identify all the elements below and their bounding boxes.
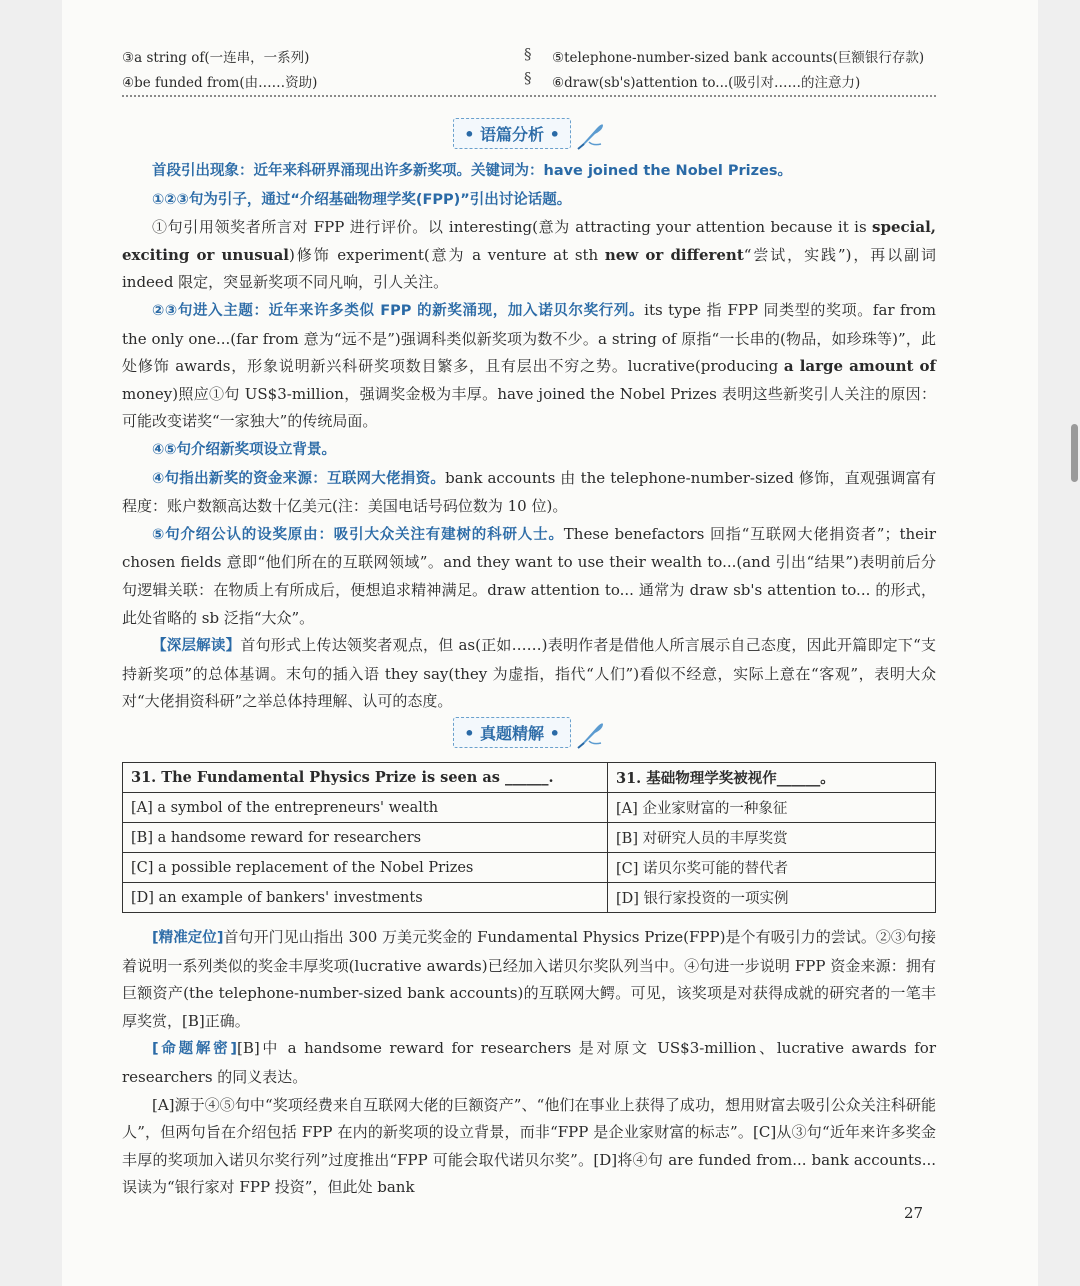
table-row — [123, 763, 936, 793]
quill-pen-icon — [575, 721, 605, 749]
analysis-sentence: “尝试，实践”)，再以副词 indeed 限定，突显新奖项不同凡响，引人关注。 — [122, 245, 937, 292]
analysis-sentence: ①句引用领奖者所言对 FPP 进行评价。 — [152, 218, 428, 237]
option-c-zh: [C] 诺贝尔奖可能的替代者 — [608, 853, 936, 883]
separator-icon: § — [524, 45, 532, 63]
table-row — [123, 823, 936, 853]
section-title-analysis: • 语篇分析 • — [122, 118, 936, 150]
table-row — [123, 853, 936, 883]
vocab-item: ⑥draw(sb's)attention to...(吸引对……的注意力) — [552, 75, 861, 91]
section-title-text: 语篇分析 — [479, 125, 544, 144]
option-b-zh: [B] 对研究人员的丰厚奖赏 — [608, 823, 936, 853]
question-stem-zh: 31. 基础物理学奖被视作______。 — [608, 763, 936, 793]
decoding-tag: [命题解密] — [152, 1041, 237, 1058]
explanation-text — [122, 924, 936, 1202]
option-b-en: [B] a handsome reward for researchers — [123, 823, 608, 853]
scrollbar-thumb[interactable] — [1071, 424, 1078, 482]
analysis-text — [122, 157, 936, 716]
section-title-questions: • 真题精解 • — [122, 717, 936, 749]
table-row — [123, 793, 936, 823]
question-stem-en: 31. The Fundamental Physics Prize is seen as ______. — [123, 763, 608, 793]
analysis-lead: ②③句进入主题：近年来许多类似 FPP 的新奖涌现，加入诺贝尔奖行列。 — [152, 302, 645, 319]
option-a-zh: [A] 企业家财富的一种象征 — [608, 793, 936, 823]
bold-phrase: a large amount of — [783, 357, 936, 376]
vocab-item: ⑤telephone-number-sized bank accounts(巨额银行存款) — [552, 50, 925, 66]
section-title-text: 真题精解 — [479, 724, 544, 743]
dotted-divider — [122, 95, 936, 97]
analysis-lead: 首段引出现象：近年来科研界涌现出许多新奖项。关键词为：have joined the Nobel Prizes。 — [152, 163, 793, 179]
analysis-lead: ①②③句为引子，通过“介绍基础物理学奖(FPP)”引出讨论话题。 — [152, 191, 572, 208]
page-number: 27 — [904, 1204, 924, 1222]
vocab-item: ③a string of(一连串，一系列) — [122, 50, 310, 66]
vocabulary-list — [122, 42, 936, 98]
precise-location-tag: [精准定位] — [152, 930, 224, 946]
analysis-sentence: 以 interesting(意为 attracting your attention because it is — [427, 218, 873, 237]
option-c-en: [C] a possible replacement of the Nobel Prizes — [123, 853, 608, 883]
explanation-sentence: [B]中 a handsome reward for researchers 是对原文 US$3-million、lucrative awards for researchers 的同义表达。 — [122, 1039, 936, 1086]
option-d-en: [D] an example of bankers' investments — [123, 883, 608, 913]
analysis-lead: ⑤句介绍公认的设奖原由：吸引大众关注有建树的科研人士。 — [152, 526, 564, 543]
bold-phrase: special, exciting or unusual — [122, 218, 936, 264]
analysis-sentence: its type 指 FPP 同类型的奖项。far from the only one...(far from 意为“远不是”)强调科类似新奖项为数不少。a string of 原指“一长串的(物品，如珍珠等)”，此处修饰 awards，形象说明新兴科研奖项数目繁多，且有层出不穷之势。lucrative(producing — [122, 300, 936, 376]
analysis-lead: ④⑤句介绍新奖项设立背景。 — [152, 441, 337, 458]
analysis-sentence: money)照应①句 US$3-million，强调奖金极为丰厚。have joined the Nobel Prizes 表明这些新奖引人关注的原因：可能改变诺奖“一家独大”的传统局面。 — [122, 384, 937, 431]
option-a-en: [A] a symbol of the entrepreneurs' wealth — [123, 793, 608, 823]
bold-phrase: new or different — [604, 245, 744, 264]
separator-icon: § — [524, 69, 532, 87]
quill-pen-icon — [575, 122, 605, 150]
deep-reading-tag: 【深层解读】 — [152, 638, 241, 655]
explanation-sentence: 首句开门见山指出 300 万美元奖金的 Fundamental Physics Prize(FPP)是个有吸引力的尝试。②③句接着说明一系列类似的奖金丰厚奖项(lucrative awards)已经加入诺贝尔奖队列当中。④句进一步说明 FPP 资金来源：拥有巨额资产(the telephone-number-sized bank accounts)的互联网大鳄。可见，该奖项是对获得成就的研究者的一笔丰厚奖赏，[B]正确。 — [122, 928, 936, 1030]
table-row — [123, 883, 936, 913]
analysis-lead: ④句指出新奖的资金来源：互联网大佬捐资。 — [152, 470, 446, 487]
question-table — [122, 762, 936, 913]
explanation-sentence: [A]源于④⑤句中“奖项经费来自互联网大佬的巨额资产”、“他们在事业上获得了成功，想用财富去吸引公众关注科研能人”，但两句旨在介绍包括 FPP 在内的新奖项的设立背景，而非“FPP 是企业家财富的标志”。[C]从③句“近年来许多奖金丰厚的奖项加入诺贝尔奖行列”过度推出“FPP 可能会取代诺贝尔奖”。[D]将④句 are funded from... bank accounts... 误读为“银行家对 FPP 投资”，但此处 bank — [122, 1095, 936, 1197]
option-d-zh: [D] 银行家投资的一项实例 — [608, 883, 936, 913]
analysis-sentence: bank accounts 由 the telephone-number-sized 修饰，直观强调富有程度：账户数额高达数十亿美元(注：美国电话号码位数为 10 位)。 — [122, 468, 936, 516]
analysis-sentence: )修饰 experiment(意为 a venture at sth — [289, 245, 605, 264]
analysis-sentence: 首句形式上传达领奖者观点，但 as(正如……)表明作者是借他人所言展示自己态度，因此开篇即定下“支持新奖项”的总体基调。末句的插入语 they say(they 为虚指，指代“人们”)看似不经意，实际上意在“客观”，表明大众对“大佬捐资科研”之举总体持理解、认可的态度。 — [122, 636, 937, 711]
analysis-sentence: These benefactors 回指“互联网大佬捐资者”；their chosen fields 意即“他们所在的互联网领域”。and they want to use their wealth to...(and 引出“结果”)表明前后分句逻辑关联：在物质上有所成后，便想追求精神满足。draw attention to... 通常为 draw sb's attention to... 的形式，此处省略的 sb 泛指“大众”。 — [122, 524, 936, 627]
vocab-item: ④be funded from(由……资助) — [122, 75, 318, 91]
